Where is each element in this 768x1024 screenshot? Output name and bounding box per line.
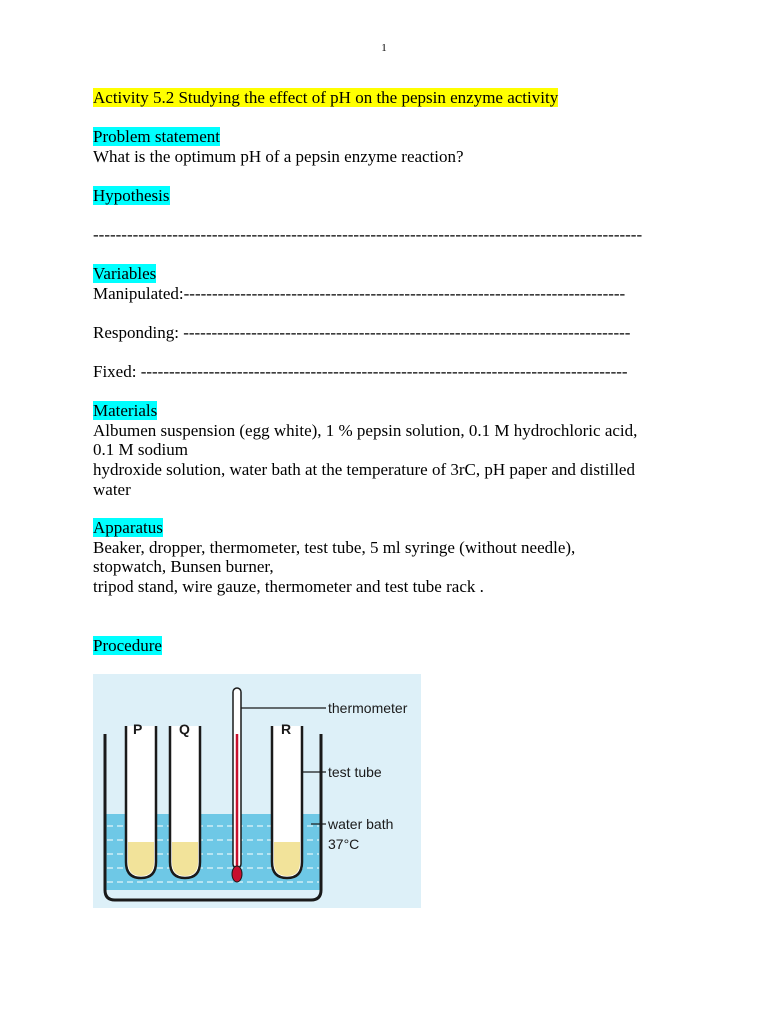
procedure-heading bbox=[93, 636, 162, 656]
problem-statement-heading bbox=[93, 127, 220, 147]
apparatus-heading bbox=[93, 518, 163, 538]
materials-line: hydroxide solution, water bath at the temperature of 3rC, pH paper and distilled bbox=[93, 460, 635, 479]
procedure-heading-text: Procedure bbox=[93, 636, 162, 655]
tube-label-r: R bbox=[281, 721, 292, 737]
hypothesis-blank-line: ------------------------------------------------------------------------------------------------- bbox=[93, 225, 643, 244]
fixed-variable-line: Fixed: -------------------------------------------------------------------------------------- bbox=[93, 362, 628, 381]
hypothesis-heading bbox=[93, 186, 170, 206]
test-tube-r bbox=[272, 726, 302, 878]
water-bath-diagram bbox=[93, 674, 421, 908]
hypothesis-heading-text: Hypothesis bbox=[93, 186, 170, 205]
responding-variable-line: Responding: ------------------------------------------------------------------------------- bbox=[93, 323, 631, 342]
variables-heading-text: Variables bbox=[93, 264, 157, 283]
page-number: 1 bbox=[381, 42, 387, 54]
problem-statement-heading-text: Problem statement bbox=[93, 127, 221, 146]
apparatus-line: stopwatch, Bunsen burner, bbox=[93, 557, 274, 576]
thermometer bbox=[232, 688, 242, 882]
procedure-figure bbox=[93, 674, 421, 908]
label-thermometer: thermometer bbox=[328, 700, 408, 716]
problem-statement-text: What is the optimum pH of a pepsin enzyme reaction? bbox=[93, 147, 464, 166]
page-title bbox=[93, 88, 558, 108]
variables-heading bbox=[93, 264, 156, 284]
apparatus-line: tripod stand, wire gauze, thermometer and test tube rack . bbox=[93, 577, 484, 596]
label-temperature: 37°C bbox=[328, 836, 360, 852]
label-water-bath: water bath bbox=[328, 816, 394, 832]
materials-line: Albumen suspension (egg white), 1 % pepsin solution, 0.1 M hydrochloric acid, bbox=[93, 421, 638, 440]
label-test-tube: test tube bbox=[328, 764, 382, 780]
test-tube-p bbox=[126, 726, 156, 878]
apparatus-heading-text: Apparatus bbox=[93, 518, 163, 537]
tube-label-p: P bbox=[133, 721, 143, 737]
materials-heading-text: Materials bbox=[93, 401, 158, 420]
test-tube-q bbox=[170, 726, 200, 878]
materials-line: water bbox=[93, 480, 131, 499]
manipulated-variable-line: Manipulated:------------------------------------------------------------------------------ bbox=[93, 284, 626, 303]
apparatus-line: Beaker, dropper, thermometer, test tube, 5 ml syringe (without needle), bbox=[93, 538, 576, 557]
tube-label-q: Q bbox=[179, 721, 190, 737]
title-text: Activity 5.2 Studying the effect of pH on the pepsin enzyme activity bbox=[93, 88, 559, 107]
materials-line: 0.1 M sodium bbox=[93, 440, 188, 459]
materials-heading bbox=[93, 401, 157, 421]
